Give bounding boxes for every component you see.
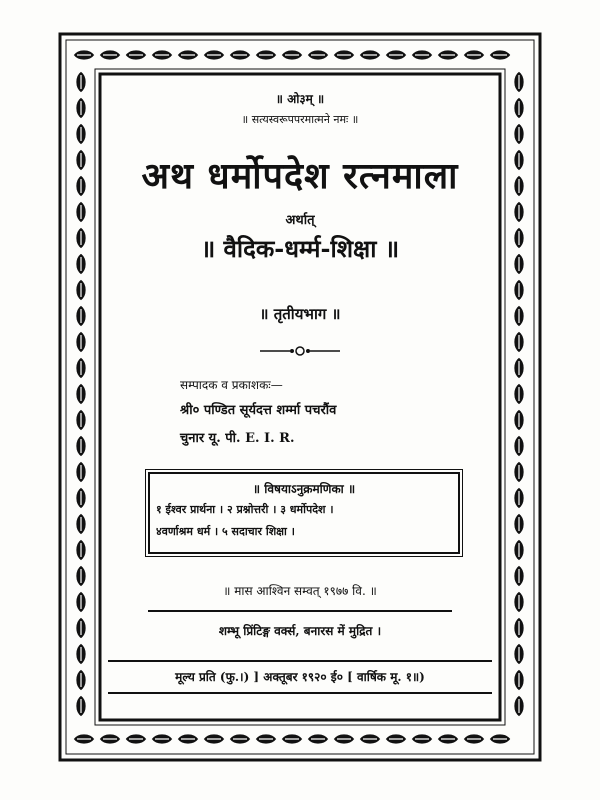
border-leaf-icon bbox=[514, 175, 525, 197]
border-leaf-icon bbox=[514, 409, 525, 431]
border-leaf-icon bbox=[514, 461, 525, 483]
book-title: अथ धर्मोपदेश रत्नमाला bbox=[141, 155, 459, 197]
book-subtitle: ॥ वैदिक-धर्म्म-शिक्षा ॥ bbox=[200, 234, 400, 263]
border-leaf-icon bbox=[203, 50, 225, 61]
border-leaf-icon bbox=[359, 50, 381, 61]
border-leaf-icon bbox=[255, 734, 277, 745]
contents-box bbox=[148, 472, 460, 554]
editor-label: सम्पादक व प्रकाशकः— bbox=[180, 378, 283, 392]
border-leaf-icon bbox=[489, 50, 511, 61]
border-leaf-icon bbox=[333, 50, 355, 61]
border-leaf-icon bbox=[76, 669, 87, 691]
border-leaf-icon bbox=[514, 669, 525, 691]
border-leaf-icon bbox=[177, 50, 199, 61]
border-leaf-icon bbox=[437, 734, 459, 745]
border-leaf-icon bbox=[514, 617, 525, 639]
price-bar bbox=[108, 660, 492, 694]
editor-name: श्री० पण्डित सूर्यदत्त शर्म्मा पचरौंव bbox=[180, 403, 337, 418]
editor-place: चुनार यू. पी. E. I. R. bbox=[180, 431, 295, 446]
border-leaf-icon bbox=[385, 734, 407, 745]
invocation-line: ॥ सत्यस्वरूपपरमात्मने नमः ॥ bbox=[241, 113, 359, 126]
border-leaf-icon bbox=[76, 357, 87, 379]
border-leaf-icon bbox=[514, 305, 525, 327]
border-leaf-icon bbox=[76, 175, 87, 197]
om-heading: ॥ ओ३म् ॥ bbox=[275, 92, 325, 106]
border-leaf-icon bbox=[73, 734, 95, 745]
border-leaf-icon bbox=[203, 734, 225, 745]
border-leaf-icon bbox=[76, 513, 87, 535]
border-leaf-icon bbox=[514, 97, 525, 119]
border-leaf-icon bbox=[76, 435, 87, 457]
border-leaf-icon bbox=[514, 331, 525, 353]
arthat-text: अर्थात् bbox=[285, 213, 315, 228]
border-leaf-icon bbox=[514, 643, 525, 665]
border-leaf-icon bbox=[514, 201, 525, 223]
border-leaf-icon bbox=[514, 383, 525, 405]
border-leaf-icon bbox=[514, 227, 525, 249]
border-leaf-icon bbox=[76, 617, 87, 639]
border-leaf-icon bbox=[125, 734, 147, 745]
printer-line: शम्भू प्रिंटिङ्ग वर्क्स, बनारस में मुद्रित । bbox=[218, 624, 382, 638]
contents-row-1: १ ईश्वर प्रार्थना । २ प्रश्नोत्तरी । ३ धर्मोपदेश । bbox=[156, 503, 334, 516]
border-leaf-icon bbox=[229, 50, 251, 61]
border-leaf-icon bbox=[514, 253, 525, 275]
border-leaf-icon bbox=[463, 50, 485, 61]
border-leaf-icon bbox=[76, 695, 87, 717]
border-leaf-icon bbox=[76, 383, 87, 405]
border-leaf-icon bbox=[76, 487, 87, 509]
border-leaf-icon bbox=[73, 50, 95, 61]
border-leaf-icon bbox=[76, 591, 87, 613]
border-leaf-icon bbox=[255, 50, 277, 61]
part-label: ॥ तृतीयभाग ॥ bbox=[259, 305, 341, 323]
border-leaf-icon bbox=[333, 734, 355, 745]
contents-row-2: ४वर्णाश्रम धर्म । ५ सदाचार शिक्षा । bbox=[156, 525, 295, 538]
border-leaf-icon bbox=[307, 50, 329, 61]
border-leaf-icon bbox=[411, 734, 433, 745]
border-leaf-icon bbox=[125, 50, 147, 61]
border-leaf-icon bbox=[514, 357, 525, 379]
border-leaf-icon bbox=[437, 50, 459, 61]
border-leaf-icon bbox=[151, 734, 173, 745]
border-leaf-icon bbox=[76, 123, 87, 145]
border-leaf-icon bbox=[76, 227, 87, 249]
border-leaf-icon bbox=[514, 487, 525, 509]
border-leaf-icon bbox=[99, 734, 121, 745]
border-leaf-icon bbox=[463, 734, 485, 745]
border-leaf-icon bbox=[281, 50, 303, 61]
border-leaf-icon bbox=[76, 149, 87, 171]
border-leaf-icon bbox=[411, 50, 433, 61]
divider-rule bbox=[148, 610, 452, 612]
border-leaf-icon bbox=[307, 734, 329, 745]
border-leaf-icon bbox=[76, 97, 87, 119]
border-leaf-icon bbox=[76, 461, 87, 483]
border-leaf-icon bbox=[514, 279, 525, 301]
border-leaf-icon bbox=[99, 50, 121, 61]
border-leaf-icon bbox=[76, 279, 87, 301]
border-leaf-icon bbox=[76, 201, 87, 223]
border-leaf-icon bbox=[514, 123, 525, 145]
border-leaf-icon bbox=[76, 539, 87, 561]
border-leaf-icon bbox=[514, 695, 525, 717]
border-leaf-icon bbox=[76, 253, 87, 275]
contents-heading: ॥ विषयाऽनुक्रमणिका ॥ bbox=[252, 482, 356, 496]
price-line: मूल्य प्रति (फु.।) ] अक्तूबर १९२० ई० [ वार्षिक मू. १॥) bbox=[175, 670, 425, 684]
border-leaf-icon bbox=[151, 50, 173, 61]
divider-ornament-icon bbox=[260, 344, 340, 358]
border-leaf-icon bbox=[177, 734, 199, 745]
border-leaf-icon bbox=[514, 591, 525, 613]
border-leaf-icon bbox=[489, 734, 511, 745]
border-leaf-icon bbox=[76, 331, 87, 353]
border-leaf-icon bbox=[281, 734, 303, 745]
border-leaf-icon bbox=[76, 305, 87, 327]
border-leaf-icon bbox=[76, 643, 87, 665]
border-leaf-icon bbox=[229, 734, 251, 745]
border-leaf-icon bbox=[76, 71, 87, 93]
border-leaf-icon bbox=[514, 71, 525, 93]
border-leaf-icon bbox=[514, 435, 525, 457]
border-leaf-icon bbox=[514, 539, 525, 561]
border-leaf-icon bbox=[76, 565, 87, 587]
border-leaf-icon bbox=[76, 409, 87, 431]
border-leaf-icon bbox=[514, 149, 525, 171]
border-leaf-icon bbox=[514, 513, 525, 535]
date-line: ॥ मास आश्विन सम्वत् १९७७ वि. ॥ bbox=[223, 584, 377, 598]
border-leaf-icon bbox=[385, 50, 407, 61]
cover-content bbox=[108, 82, 492, 710]
border-leaf-icon bbox=[359, 734, 381, 745]
border-leaf-icon bbox=[514, 565, 525, 587]
